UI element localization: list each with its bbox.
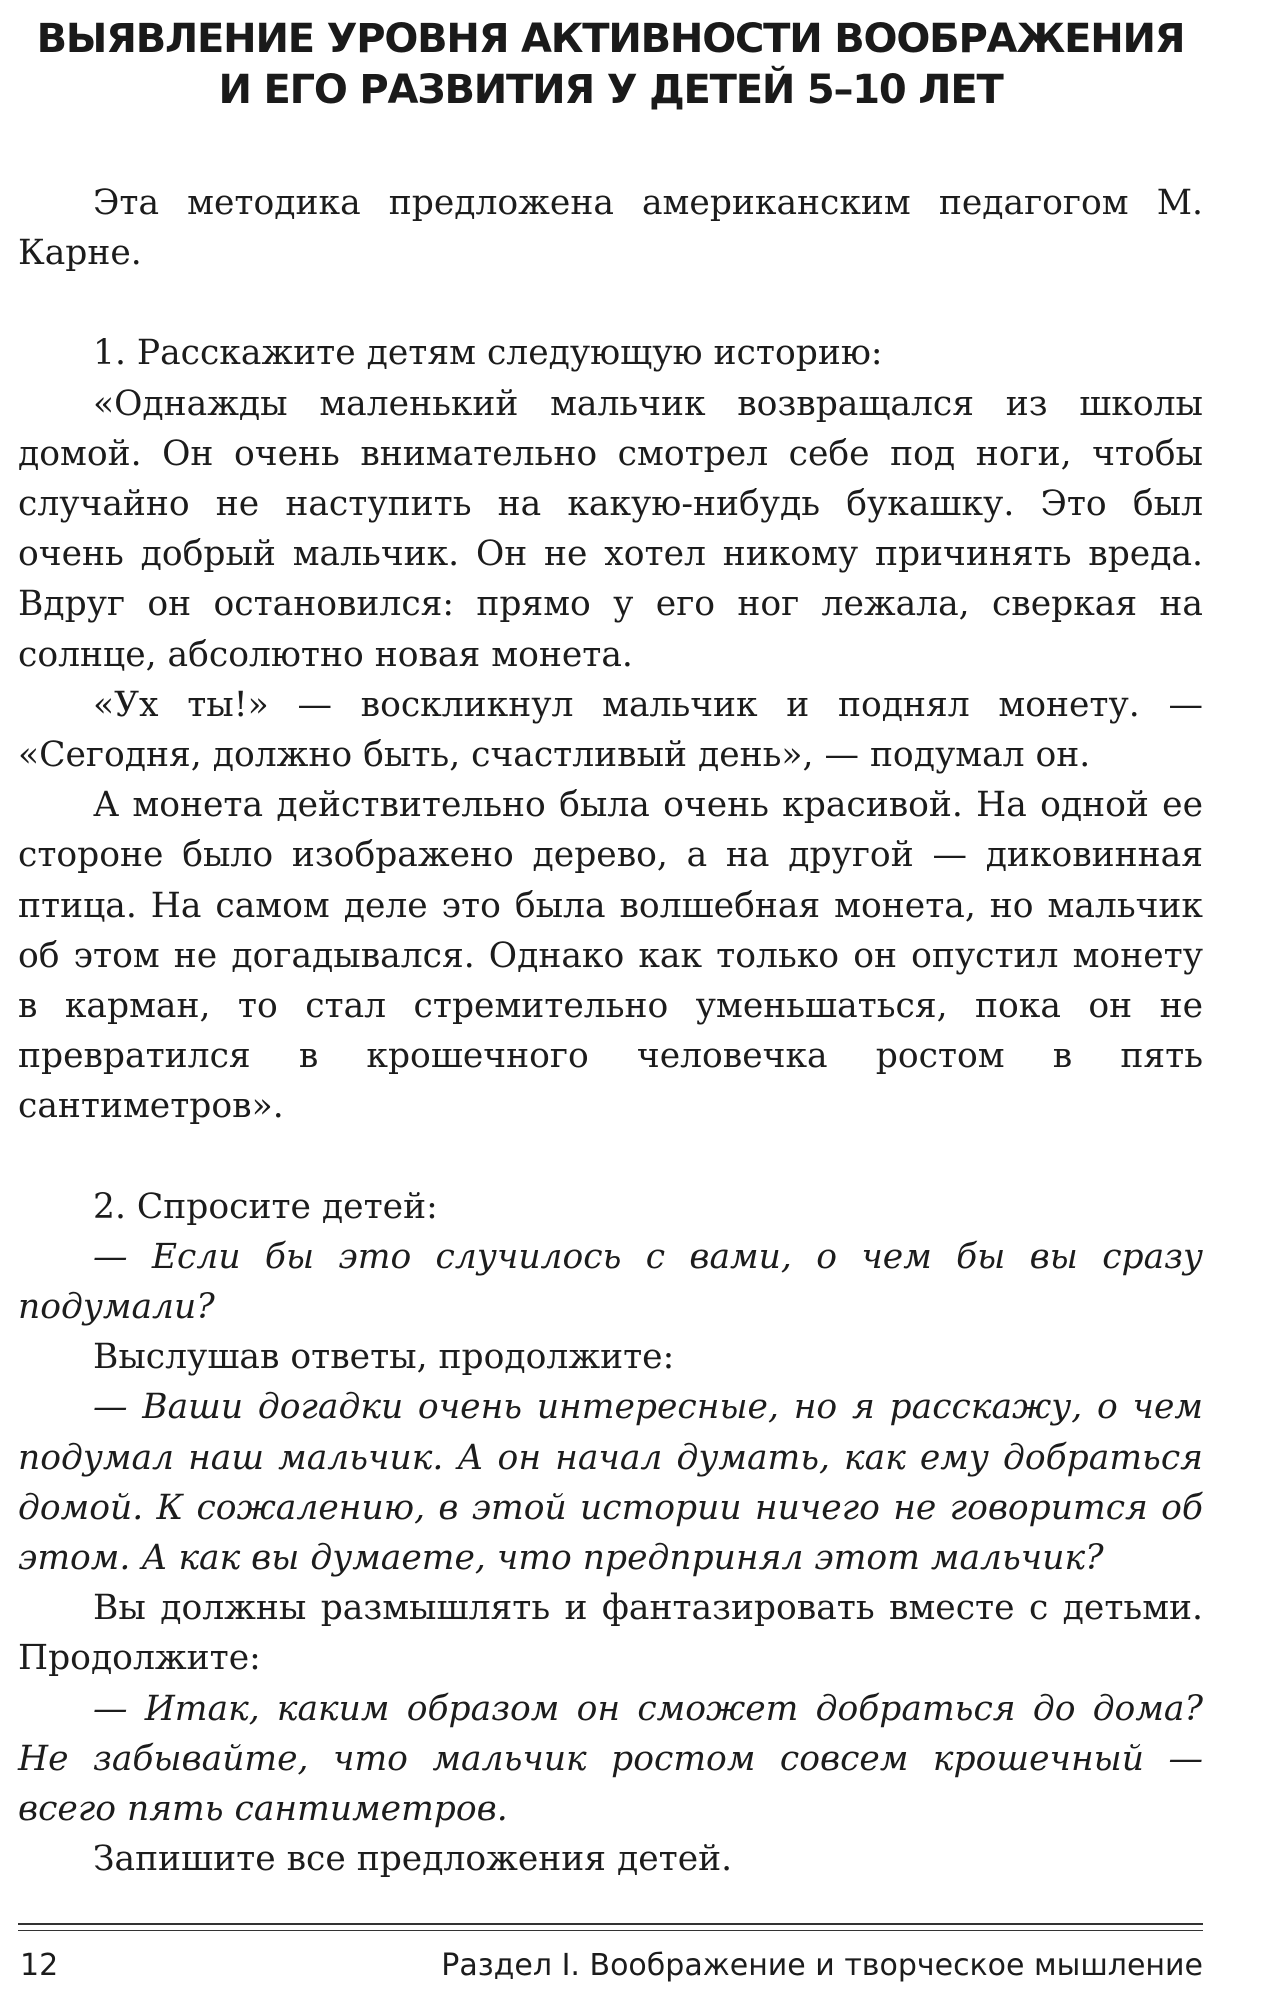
page-number: 12	[20, 1948, 59, 1983]
title-line-2: И ЕГО РАЗВИТИЯ У ДЕТЕЙ 5–10 ЛЕТ	[218, 67, 1003, 113]
paragraph-instruction-1: Выслушав ответы, продолжите:	[93, 1337, 675, 1378]
running-footer-section: Раздел I. Воображение и творческое мышление	[441, 1948, 1203, 1983]
page-title	[18, 14, 1203, 116]
paragraph-story-1: «Однажды маленький мальчик возвращался из школы домой. Он очень внимательно смотрел себе под ноги, чтобы случайно не наступить на какую-нибудь букашку. Это был очень добрый мальчик. Он не хотел никому причинять вреда. Вдруг он остановился: прямо у его ног лежала, сверкая на солнце, абсолютно новая монета.	[18, 383, 1203, 675]
document-page	[18, 0, 1203, 2000]
title-line-1: ВЫЯВЛЕНИЕ УРОВНЯ АКТИВНОСТИ ВООБРАЖЕНИЯ	[36, 16, 1185, 62]
paragraph-step-2: 2. Спросите детей:	[93, 1186, 438, 1227]
paragraph-question-2: — Ваши догадки очень интересные, но я расскажу, о чем подумал наш мальчик. А он начал думать, как ему добраться домой. К сожалению, в этой истории ничего не говорится об этом. А как вы думаете, что предпринял этот мальчик?	[18, 1387, 1203, 1579]
paragraph-story-2: «Ух ты!» — воскликнул мальчик и поднял монету. — «Сегодня, должно быть, счастливый день», — подумал он.	[18, 684, 1203, 776]
paragraph-step-1: 1. Расскажите детям следующую историю:	[93, 333, 883, 374]
paragraph-instruction-2: Вы должны размышлять и фантазировать вместе с детьми. Продолжите:	[18, 1588, 1203, 1679]
footer-divider-secondary	[18, 1930, 1203, 1931]
paragraph-intro: Эта методика предложена американским педагогом М. Карне.	[18, 183, 1203, 274]
footer-divider	[18, 1923, 1203, 1925]
body-text	[18, 178, 1203, 1885]
paragraph-question-3: — Итак, каким образом он сможет добраться до дома?Не забывайте, что мальчик ростом совсем крошечный — всего пять сантиметров.	[18, 1688, 1203, 1830]
paragraph-question-1: — Если бы это случилось с вами, о чем бы вы сразу подумали?	[18, 1236, 1203, 1328]
paragraph-instruction-3: Запишите все предложения детей.	[93, 1839, 733, 1880]
paragraph-story-3: А монета действительно была очень красивой. На одной ее стороне было изображено дерево, а на другой — диковинная птица. На самом деле это была волшебная монета, но мальчик об этом не догадывался. Однако как только он опустил монету в карман, то стал стремительно уменьшаться, пока он не превратился в крошечного человечка ростом в пять сантиметров».	[18, 785, 1203, 1127]
